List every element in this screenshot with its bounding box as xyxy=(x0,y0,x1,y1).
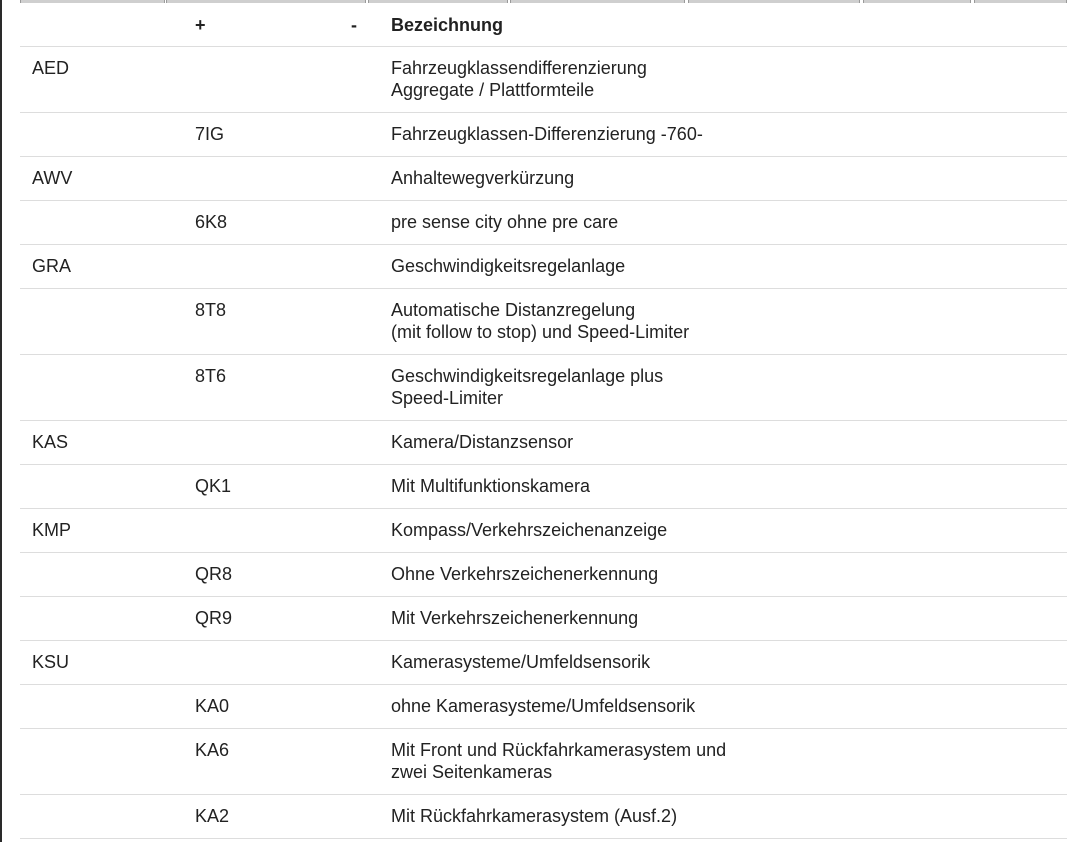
table-row xyxy=(20,157,1067,201)
description-line: (mit follow to stop) und Speed-Limiter xyxy=(391,322,690,342)
cell-family-code: AWV xyxy=(20,157,183,201)
cell-minus-code xyxy=(339,113,379,157)
cell-plus-code: 6K8 xyxy=(183,201,339,245)
description-line: Fahrzeugklassendifferenzierung xyxy=(391,58,647,78)
description-line: Kamerasysteme/Umfeldsensorik xyxy=(391,652,651,672)
cell-family-code: KSU xyxy=(20,641,183,685)
cell-family-code xyxy=(20,289,183,355)
description-line: Mit Rückfahrkamerasystem (Ausf.2) xyxy=(391,806,678,826)
table-row xyxy=(20,465,1067,509)
description-line: Mit Front und Rückfahrkamerasystem und xyxy=(391,740,727,760)
cell-minus-code xyxy=(339,201,379,245)
table-row xyxy=(20,47,1067,113)
cell-minus-code xyxy=(339,509,379,553)
cell-plus-code xyxy=(183,47,339,113)
cell-plus-code: QR8 xyxy=(183,553,339,597)
cell-minus-code xyxy=(339,157,379,201)
description-line: zwei Seitenkameras xyxy=(391,762,553,782)
table-row xyxy=(20,641,1067,685)
cell-description xyxy=(379,465,1067,509)
cell-plus-code xyxy=(183,421,339,465)
description-line: pre sense city ohne pre care xyxy=(391,212,619,232)
cell-description xyxy=(379,201,1067,245)
header-plus: + xyxy=(183,3,339,47)
table-row xyxy=(20,795,1067,839)
cell-family-code xyxy=(20,465,183,509)
window-left-border xyxy=(0,0,2,842)
cell-minus-code xyxy=(339,355,379,421)
table-header-row xyxy=(20,3,1067,47)
cell-description xyxy=(379,641,1067,685)
cell-plus-code xyxy=(183,641,339,685)
table-row xyxy=(20,509,1067,553)
table-body xyxy=(20,47,1067,839)
cell-minus-code xyxy=(339,553,379,597)
description-line: Geschwindigkeitsregelanlage xyxy=(391,256,626,276)
cell-plus-code: 8T6 xyxy=(183,355,339,421)
description-line: Mit Multifunktionskamera xyxy=(391,476,591,496)
cell-plus-code: KA6 xyxy=(183,729,339,795)
cell-description xyxy=(379,795,1067,839)
cell-minus-code xyxy=(339,289,379,355)
description-line: Speed-Limiter xyxy=(391,388,504,408)
cell-plus-code xyxy=(183,157,339,201)
cell-family-code: GRA xyxy=(20,245,183,289)
description-line: Ohne Verkehrszeichenerkennung xyxy=(391,564,659,584)
table-row xyxy=(20,201,1067,245)
cell-family-code xyxy=(20,795,183,839)
cell-description xyxy=(379,509,1067,553)
cell-description xyxy=(379,421,1067,465)
cell-description xyxy=(379,245,1067,289)
table-row xyxy=(20,597,1067,641)
description-line: Automatische Distanzregelung xyxy=(391,300,636,320)
cell-family-code xyxy=(20,201,183,245)
cell-minus-code xyxy=(339,245,379,289)
cell-description xyxy=(379,729,1067,795)
cell-family-code: KAS xyxy=(20,421,183,465)
cell-minus-code xyxy=(339,641,379,685)
header-minus: - xyxy=(339,3,379,47)
cell-minus-code xyxy=(339,729,379,795)
description-line: Aggregate / Plattformteile xyxy=(391,80,595,100)
table-row xyxy=(20,553,1067,597)
cell-minus-code xyxy=(339,47,379,113)
cell-description xyxy=(379,553,1067,597)
cell-family-code xyxy=(20,597,183,641)
table-row xyxy=(20,245,1067,289)
description-line: Geschwindigkeitsregelanlage plus xyxy=(391,366,664,386)
cell-plus-code: KA2 xyxy=(183,795,339,839)
table-row xyxy=(20,113,1067,157)
cell-family-code xyxy=(20,729,183,795)
cell-family-code xyxy=(20,355,183,421)
cell-description xyxy=(379,685,1067,729)
cell-minus-code xyxy=(339,421,379,465)
table-row xyxy=(20,685,1067,729)
cell-plus-code: 7IG xyxy=(183,113,339,157)
equipment-code-table xyxy=(20,3,1067,839)
cell-description xyxy=(379,289,1067,355)
cell-family-code xyxy=(20,685,183,729)
cell-plus-code: KA0 xyxy=(183,685,339,729)
cell-description xyxy=(379,355,1067,421)
cell-minus-code xyxy=(339,465,379,509)
cell-minus-code xyxy=(339,685,379,729)
description-line: Kamera/Distanzsensor xyxy=(391,432,574,452)
cell-family-code xyxy=(20,553,183,597)
header-description: Bezeichnung xyxy=(379,3,1067,47)
header-family xyxy=(20,3,183,47)
cell-description xyxy=(379,597,1067,641)
cell-family-code: AED xyxy=(20,47,183,113)
cell-family-code: KMP xyxy=(20,509,183,553)
cell-description xyxy=(379,157,1067,201)
cell-minus-code xyxy=(339,597,379,641)
cell-plus-code xyxy=(183,509,339,553)
description-line: Fahrzeugklassen-Differenzierung -760- xyxy=(391,124,703,144)
cell-description xyxy=(379,47,1067,113)
cell-family-code xyxy=(20,113,183,157)
table-row xyxy=(20,289,1067,355)
cell-plus-code: 8T8 xyxy=(183,289,339,355)
cell-minus-code xyxy=(339,795,379,839)
description-line: Anhaltewegverkürzung xyxy=(391,168,575,188)
cell-description xyxy=(379,113,1067,157)
cell-plus-code: QR9 xyxy=(183,597,339,641)
table-row xyxy=(20,355,1067,421)
description-line: Kompass/Verkehrszeichenanzeige xyxy=(391,520,668,540)
table-row xyxy=(20,729,1067,795)
description-line: Mit Verkehrszeichenerkennung xyxy=(391,608,639,628)
description-line: ohne Kamerasysteme/Umfeldsensorik xyxy=(391,696,696,716)
table-row xyxy=(20,421,1067,465)
cell-plus-code xyxy=(183,245,339,289)
cell-plus-code: QK1 xyxy=(183,465,339,509)
